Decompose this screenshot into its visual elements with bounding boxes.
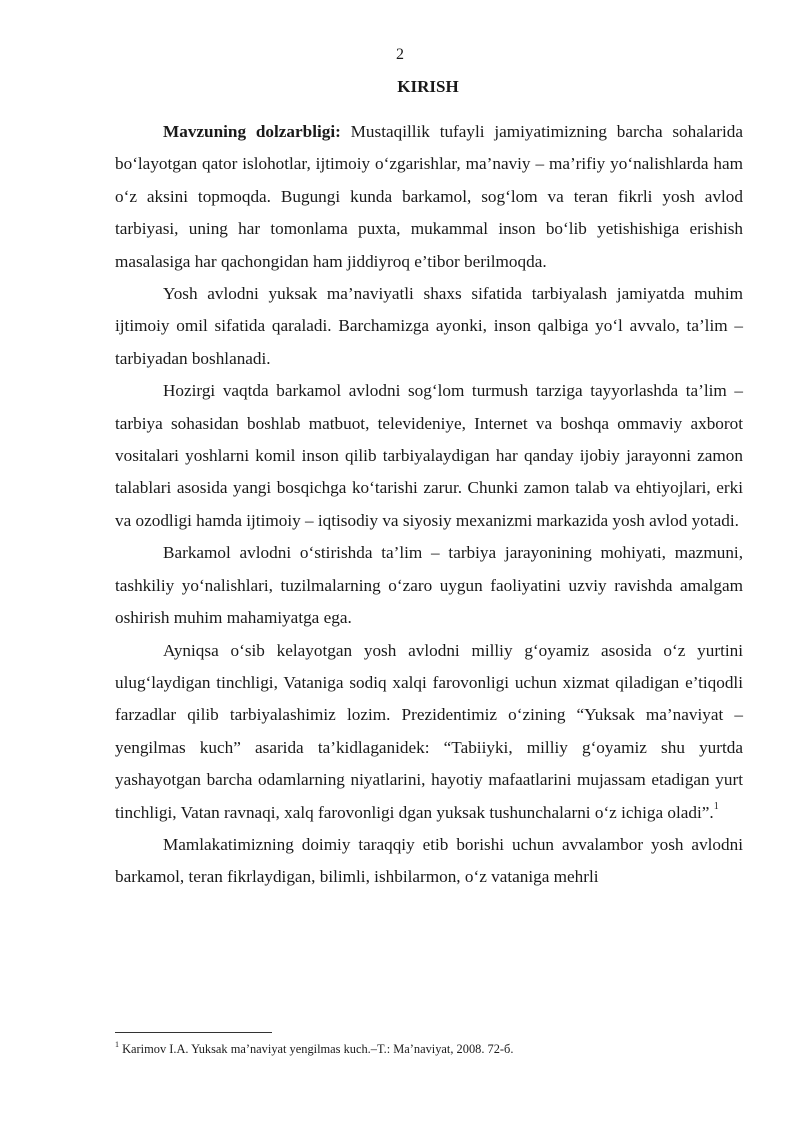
footnote-separator [115, 1032, 272, 1033]
paragraph [115, 537, 743, 634]
paragraph-text: Hozirgi vaqtda barkamol avlodni sog‘lom turmush tarziga tayyorlashda ta’lim – tarbiya sohasidan boshlab matbuot, televideniye, Internet va boshqa ommaviy axborot vositalari yoshlarni komil inson qilib tarbiyalaydigan har qanday ijobiy jarayonni zamon talablari asosida yangi bosqichga ko‘tarishi zarur. Chunki zamon talab va ehtiyojlari, erki va ozodligi hamda ijtimoiy – iqtisodiy va siyosiy mexanizmi markazida yosh avlod yotadi. [115, 381, 743, 530]
paragraph [115, 829, 743, 894]
footnote-text: Karimov I.A. Yuksak ma’naviyat yengilmas kuch.–T.: Ma’naviyat, 2008. 72-б. [119, 1042, 514, 1056]
body-text [115, 116, 743, 894]
paragraph [115, 375, 743, 537]
paragraph-text: Barkamol avlodni o‘stirishda ta’lim – tarbiya jarayonining mohiyati, mazmuni, tashkiliy yo‘nalishlari, tuzilmalarning o‘zaro uygun faoliyatini uzviy ravishda amalgam oshirish muhim mahamiyatga ega. [115, 543, 743, 628]
paragraph-lead: Mavzuning dolzarbligi: [163, 122, 341, 141]
paragraph [115, 278, 743, 375]
footnote-reference[interactable]: 1 [713, 800, 719, 812]
section-heading: KIRISH [397, 77, 459, 96]
paragraph-text: Ayniqsa o‘sib kelayotgan yosh avlodni milliy g‘oyamiz asosida o‘z yurtini ulug‘laydigan tinchligi, Vataniga sodiq xalqi farovonligi uchun xizmat qiladigan e’tiqodli farzadlar qilib tarbiyalashimiz lozim. Prezidentimiz o‘zining “Yuksak ma’naviyat – yengilmas kuch” asarida ta’kidlaganidek: “Tabiiyki, milliy g‘oyamiz shu yurtda yashayotgan barcha odamlarning niyatlarini, hayotiy mafaatlarini mujassam etadigan yurt tinchligi, Vatan ravnaqi, xalq farovonligi dgan yuksak tushunchalarni o‘z ichiga oladi”. [115, 640, 743, 822]
paragraph-text: Mamlakatimizning doimiy taraqqiy etib borishi uchun avvalambor yosh avlodni barkamol, teran fikrlaydigan, bilimli, ishbilarmon, o‘z vataniga mehrli [115, 834, 743, 887]
paragraph [115, 635, 743, 829]
paragraph-text: Yosh avlodni yuksak ma’naviyatli shaxs sifatida tarbiyalash jamiyatda muhim ijtimoiy omil sifatida qaraladi. Barchamizga ayonki, inson qalbiga yo‘l avvalo, ta’lim – tarbiyadan boshlanadi. [115, 284, 743, 368]
page-number: 2 [396, 46, 404, 63]
paragraph-text: Mustaqillik tufayli jamiyatimizning barcha sohalarida bo‘layotgan qator islohotlar, ijtimoiy o‘zgarishlar, ma’naviy – ma’rifiy yo‘nalishlarda ham o‘z aksini topmoqda. Bugungi kunda barkamol, sog‘lom va teran fikrli yosh avlod tarbiyasi, uning har tomonlama puxta, mukammal inson bo‘lib yetishishiga erishish masalasiga har qachongidan ham jiddiyroq e’tibor berilmoqda. [115, 122, 743, 271]
footnote [115, 1041, 743, 1057]
paragraph [115, 116, 743, 278]
footnote-marker: 1 [115, 1039, 119, 1049]
